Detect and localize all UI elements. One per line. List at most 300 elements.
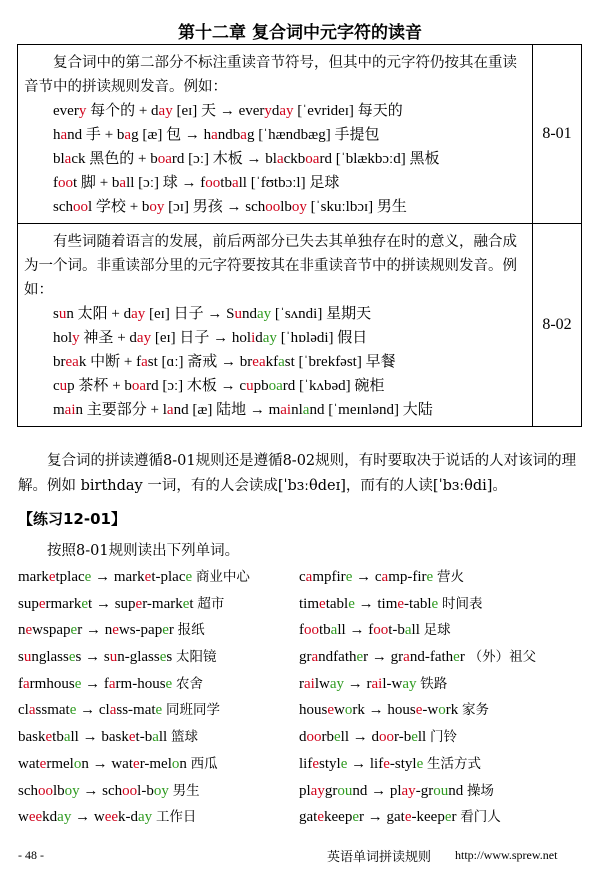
word-b: board bbox=[124, 378, 159, 394]
part-2: glasses bbox=[38, 649, 82, 666]
vowel-highlight: e bbox=[348, 595, 355, 612]
part-1: gate bbox=[386, 809, 412, 826]
word-b-ipa: [eɪ] bbox=[154, 330, 176, 346]
compound-word bbox=[299, 622, 346, 638]
part-2: place bbox=[59, 569, 92, 585]
word-b-meaning: 日子 bbox=[179, 330, 210, 346]
compound-word bbox=[18, 809, 71, 825]
split-word: school-boy bbox=[102, 782, 169, 799]
vowel-highlight: u bbox=[246, 378, 254, 394]
word-meaning: 时间表 bbox=[441, 595, 483, 612]
word-a-meaning: 每个的 bbox=[90, 103, 136, 119]
part-1: camp bbox=[299, 569, 332, 585]
word-item: weekday → week-day 工作日 bbox=[18, 809, 197, 826]
compound-word bbox=[18, 676, 81, 692]
rule-examples bbox=[24, 302, 526, 422]
vowel-highlight: e bbox=[319, 595, 326, 612]
part-1: sun bbox=[103, 649, 125, 666]
word-b: boy bbox=[141, 199, 165, 215]
word-item: newspaper → news-paper 报纸 bbox=[18, 622, 205, 639]
part-1: super bbox=[114, 595, 147, 612]
compound-ipa: [ˈevrideɪ] bbox=[297, 103, 354, 119]
compound-word bbox=[239, 103, 294, 119]
part-1: camp bbox=[374, 569, 408, 585]
word-b: land bbox=[162, 402, 189, 418]
word-b-ipa: [ɑː] bbox=[161, 354, 184, 370]
vowel-highlight: ou bbox=[337, 782, 353, 799]
vowel-highlight: ee bbox=[28, 809, 43, 826]
compound-word bbox=[18, 783, 80, 799]
part-1: school bbox=[102, 782, 142, 799]
vowel-highlight: oo bbox=[265, 199, 281, 215]
word-meaning: 铁路 bbox=[420, 675, 448, 692]
part-2: day bbox=[130, 809, 153, 826]
compound-ipa: [ˈfʊtbɔːl] bbox=[250, 175, 306, 191]
part-2: melon bbox=[149, 755, 187, 772]
word-meaning: 报纸 bbox=[177, 622, 205, 639]
split-word: news-paper bbox=[104, 622, 174, 639]
word-a-meaning: 太阳 bbox=[77, 306, 108, 322]
word-b-meaning: 天 bbox=[201, 103, 217, 119]
rule-row-8-02 bbox=[18, 224, 582, 427]
word-a: school bbox=[53, 199, 93, 215]
split-word: water-melon bbox=[111, 755, 187, 772]
split-word: market-place bbox=[113, 569, 193, 585]
part-2: way bbox=[391, 675, 417, 692]
compound-word bbox=[18, 702, 76, 718]
vowel-highlight: e bbox=[68, 649, 76, 666]
word-a: cup bbox=[53, 378, 75, 394]
compound-ipa: [ˈmeɪnlənd] bbox=[328, 402, 399, 418]
vowel-highlight: e bbox=[112, 622, 119, 639]
vowel-highlight: e bbox=[74, 675, 82, 692]
word-meaning: 超市 bbox=[197, 595, 225, 612]
compound-word bbox=[18, 756, 89, 772]
compound-word bbox=[299, 783, 367, 799]
word-b: day bbox=[129, 330, 152, 346]
part-1: sun bbox=[18, 649, 39, 666]
split-word: foot-ball bbox=[368, 622, 420, 639]
split-word: class-mate bbox=[98, 702, 163, 719]
part-1: black bbox=[265, 151, 298, 167]
compound-meaning: 星期天 bbox=[326, 306, 372, 322]
vowel-highlight: a bbox=[231, 175, 239, 191]
vowel-highlight: ea bbox=[252, 354, 266, 370]
compound-meaning: 假日 bbox=[337, 330, 368, 346]
part-1: time bbox=[377, 595, 405, 612]
compound-meaning: 黑板 bbox=[409, 151, 440, 167]
word-a-meaning: 茶杯 bbox=[78, 378, 109, 394]
split-word: time-table bbox=[377, 595, 439, 612]
word-a-meaning: 神圣 bbox=[83, 330, 114, 346]
part-1: house bbox=[299, 702, 335, 719]
split-word: camp-fire bbox=[374, 569, 434, 585]
word-b: fast bbox=[136, 354, 158, 370]
part-1: door bbox=[299, 729, 327, 746]
vowel-highlight: e bbox=[444, 809, 452, 826]
vowel-highlight: oy bbox=[291, 199, 307, 215]
word-a-meaning: 脚 bbox=[80, 175, 96, 191]
vowel-highlight: e bbox=[182, 595, 190, 612]
split-word: grand-father bbox=[390, 649, 465, 666]
part-2: ground bbox=[420, 782, 464, 799]
part-2: ground bbox=[324, 782, 368, 799]
word-a-meaning: 主要部分 bbox=[86, 402, 147, 418]
part-1: Sun bbox=[226, 306, 250, 322]
example-line: holy 神圣 + day [eɪ] 日子 → holiday [ˈhɒlədi] 假日 bbox=[53, 330, 368, 346]
part-1: market bbox=[113, 569, 156, 585]
rules-table bbox=[17, 44, 582, 427]
word-b-meaning: 斋戒 bbox=[187, 354, 218, 370]
compound-word bbox=[239, 378, 295, 394]
part-2: keeper bbox=[324, 809, 364, 826]
word-b: board bbox=[150, 151, 185, 167]
vowel-highlight: o bbox=[73, 755, 82, 772]
vowel-highlight: a bbox=[64, 151, 72, 167]
vowel-highlight: e bbox=[426, 569, 434, 585]
part-2: work bbox=[427, 702, 459, 719]
part-1: school bbox=[245, 199, 285, 215]
split-word: life-style bbox=[369, 755, 424, 772]
part-2: land bbox=[298, 402, 325, 418]
vowel-highlight: oo bbox=[304, 622, 319, 639]
part-2: table bbox=[409, 595, 439, 612]
part-1: farm bbox=[103, 675, 133, 692]
word-meaning: 家务 bbox=[461, 702, 489, 719]
example-line: school 学校 + boy [ɔɪ] 男孩 → schoolboy [ˈskuːlbɔɪ] 男生 bbox=[53, 199, 407, 215]
compound-word bbox=[299, 729, 349, 745]
part-2: place bbox=[160, 569, 193, 585]
vowel-highlight: e bbox=[397, 595, 405, 612]
vowel-highlight: a bbox=[404, 622, 412, 639]
part-2: glasses bbox=[129, 649, 173, 666]
word-item: timetable → time-table 时间表 bbox=[299, 595, 483, 612]
word-b-ipa: [eɪ] bbox=[176, 103, 198, 119]
compound-ipa: [ˈhændbæg] bbox=[258, 127, 331, 143]
word-b-meaning: 球 bbox=[162, 175, 178, 191]
example-line: cup 茶杯 + board [ɔː] 木板 → cupboard [ˈkʌbəd] 碗柜 bbox=[53, 378, 385, 394]
vowel-highlight: e bbox=[165, 675, 173, 692]
vowel-highlight: ai bbox=[304, 675, 315, 692]
part-2: paper bbox=[140, 622, 174, 639]
word-meaning: 工作日 bbox=[155, 809, 197, 826]
word-a: hand bbox=[53, 127, 83, 143]
word-a: sun bbox=[53, 306, 74, 322]
word-item: grandfather → grand-father （外）祖父 bbox=[299, 649, 537, 666]
vowel-highlight: a bbox=[302, 402, 310, 418]
split-word: play-ground bbox=[389, 782, 464, 799]
website-link[interactable]: http://www.sprew.net bbox=[455, 848, 558, 862]
compound-ipa: [ˈhɒlədi] bbox=[280, 330, 334, 346]
vowel-highlight: oo bbox=[38, 782, 53, 799]
vowel-highlight: e bbox=[135, 595, 143, 612]
compound-word bbox=[232, 330, 277, 346]
vowel-highlight: oo bbox=[73, 199, 88, 215]
word-list-left bbox=[18, 565, 250, 832]
word-b-meaning: 男孩 bbox=[192, 199, 223, 215]
split-word: basket-ball bbox=[101, 729, 168, 746]
part-2: table bbox=[325, 595, 355, 612]
rule-code: 8-02 bbox=[533, 224, 582, 427]
part-1: grand bbox=[299, 649, 334, 666]
part-2: fire bbox=[412, 569, 434, 585]
vowel-highlight: oo bbox=[373, 622, 389, 639]
part-2: work bbox=[334, 702, 365, 719]
word-b-ipa: [æ] bbox=[192, 402, 213, 418]
word-item: watermelon → water-melon 西瓜 bbox=[18, 755, 218, 772]
vowel-highlight: e bbox=[431, 595, 439, 612]
compound-word bbox=[265, 151, 332, 167]
vowel-highlight: a bbox=[311, 649, 319, 666]
vowel-highlight: e bbox=[317, 809, 324, 826]
vowel-highlight: e bbox=[404, 809, 412, 826]
vowel-highlight: oa bbox=[305, 151, 320, 167]
compound-word bbox=[299, 702, 365, 718]
vowel-highlight: y bbox=[72, 330, 80, 346]
word-b-ipa: [æ] bbox=[142, 127, 163, 143]
part-1: cup bbox=[239, 378, 262, 394]
word-a: main bbox=[53, 402, 83, 418]
word-b-ipa: [eɪ] bbox=[149, 306, 170, 322]
example-line: sun 太阳 + day [eɪ] 日子 → Sunday [ˈsʌndi] 星期天 bbox=[53, 306, 372, 322]
part-2: day bbox=[271, 103, 294, 119]
part-2: bell bbox=[403, 729, 427, 746]
word-item: housework → house-work 家务 bbox=[299, 702, 489, 719]
part-1: play bbox=[299, 782, 325, 799]
part-1: market bbox=[18, 569, 60, 585]
part-2: ball bbox=[323, 622, 346, 639]
split-word: farm-house bbox=[103, 675, 173, 692]
word-meaning: 门铃 bbox=[429, 729, 457, 746]
vowel-highlight: e bbox=[356, 649, 364, 666]
word-a-meaning: 学校 bbox=[95, 199, 126, 215]
compound-word bbox=[245, 199, 307, 215]
vowel-highlight: e bbox=[185, 569, 193, 585]
rule-code: 8-01 bbox=[533, 45, 582, 224]
vowel-highlight: a bbox=[109, 702, 117, 719]
split-word: sun-glasses bbox=[103, 649, 173, 666]
compound-meaning: 碗柜 bbox=[354, 378, 385, 394]
vowel-highlight: ee bbox=[104, 809, 119, 826]
part-1: week bbox=[18, 809, 50, 826]
word-list-right bbox=[299, 565, 536, 832]
vowel-highlight: a bbox=[124, 127, 132, 143]
part-2: ball bbox=[144, 729, 168, 746]
vowel-highlight: o bbox=[438, 702, 446, 719]
vowel-highlight: a bbox=[166, 402, 174, 418]
part-2: house bbox=[137, 675, 173, 692]
compound-word bbox=[299, 809, 364, 825]
vowel-highlight: ay bbox=[329, 675, 345, 692]
part-2: keeper bbox=[416, 809, 457, 826]
split-word: door-bell bbox=[371, 729, 427, 746]
vowel-highlight: e bbox=[416, 755, 424, 772]
part-2: melon bbox=[51, 755, 89, 772]
exercise-instruction: 按照8-01规则读出下列单词。 bbox=[47, 543, 240, 559]
part-1: hand bbox=[203, 127, 233, 143]
vowel-highlight: e bbox=[352, 809, 359, 826]
vowel-highlight: ai bbox=[280, 402, 292, 418]
vowel-highlight: e bbox=[133, 755, 140, 772]
part-2: day bbox=[249, 306, 272, 322]
word-b: bag bbox=[116, 127, 139, 143]
vowel-highlight: a bbox=[141, 354, 148, 370]
part-1: class bbox=[98, 702, 129, 719]
vowel-highlight: e bbox=[312, 755, 320, 772]
vowel-highlight: oo bbox=[122, 782, 138, 799]
note-paragraph: 复合词的拼读遵循8-01规则还是遵循8-02规则，有时要取决于说话的人对该词的理解。例如 birthday 一词，有的人会读成[ˈbɜːθdeɪ]，而有的人读[ˈbɜːθdi]。 bbox=[18, 453, 577, 494]
rule-intro: 复合词中的第二部分不标注重读音节符号，但其中的元字符仍按其在重读音节中的拼读规则发音。例如： bbox=[24, 55, 517, 95]
part-2: father bbox=[429, 649, 465, 666]
vowel-highlight: a bbox=[403, 649, 410, 666]
word-item: doorbell → door-bell 门铃 bbox=[299, 729, 457, 746]
vowel-highlight: y bbox=[264, 103, 272, 119]
word-item: campfire → camp-fire 营火 bbox=[299, 569, 464, 585]
part-1: foot bbox=[299, 622, 324, 639]
exercise-heading: 【练习12-01】 bbox=[18, 510, 126, 528]
word-b-ipa: [ɔː] bbox=[162, 378, 184, 394]
vowel-highlight: e bbox=[25, 622, 33, 639]
vowel-highlight: oo bbox=[306, 729, 322, 746]
example-line: main 主要部分 + land [æ] 陆地 → mainland [ˈmeɪnlənd] 大陆 bbox=[53, 402, 433, 418]
word-item: lifestyle → life-style 生活方式 bbox=[299, 755, 481, 772]
split-word: gate-keeper bbox=[386, 809, 457, 826]
word-b-meaning: 陆地 bbox=[216, 402, 247, 418]
word-b-ipa: [ɔː] bbox=[188, 151, 209, 167]
vowel-highlight: ay bbox=[262, 330, 277, 346]
vowel-highlight: ay bbox=[279, 103, 294, 119]
word-item: marketplace → market-place 商业中心 bbox=[18, 569, 250, 585]
compound-meaning: 每天的 bbox=[357, 103, 403, 119]
word-item: railway → rail-way 铁路 bbox=[299, 675, 448, 692]
vowel-highlight: e bbox=[334, 729, 341, 746]
part-2: style bbox=[394, 755, 424, 772]
part-2: day bbox=[255, 330, 277, 346]
part-2: house bbox=[46, 675, 82, 692]
vowel-highlight: e bbox=[38, 595, 46, 612]
compound-meaning: 足球 bbox=[309, 175, 340, 191]
word-b-ipa: [ɔɪ] bbox=[168, 199, 189, 215]
part-2: board bbox=[261, 378, 296, 394]
vowel-highlight: ay bbox=[158, 103, 173, 119]
word-meaning: 商业中心 bbox=[195, 569, 250, 585]
vowel-highlight: o bbox=[171, 755, 180, 772]
vowel-highlight: i bbox=[251, 330, 256, 346]
part-2: boy bbox=[57, 782, 80, 799]
rule-examples bbox=[24, 99, 526, 219]
vowel-highlight: ay bbox=[310, 782, 325, 799]
part-2: market bbox=[50, 595, 93, 612]
compound-meaning: 早餐 bbox=[365, 354, 396, 370]
word-b-meaning: 木板 bbox=[212, 151, 243, 167]
rule-intro: 有些词随着语言的发展，前后两部分已失去其单独存在时的意义，融合成为一个词。非重读部分里的元字符要按其在非重读音节中的拼读规则发音。例如： bbox=[24, 234, 517, 298]
vowel-highlight: e bbox=[345, 569, 353, 585]
word-meaning: 农舍 bbox=[175, 675, 203, 692]
vowel-highlight: e bbox=[128, 729, 136, 746]
compound-ipa: [ˈblækbɔːd] bbox=[335, 151, 406, 167]
vowel-highlight: ai bbox=[371, 675, 383, 692]
compound-word bbox=[18, 729, 79, 745]
part-1: life bbox=[299, 755, 320, 772]
part-1: life bbox=[369, 755, 390, 772]
part-2: ball bbox=[56, 729, 79, 746]
compound-word bbox=[18, 569, 91, 585]
part-1: main bbox=[268, 402, 299, 418]
compound-word bbox=[204, 127, 255, 143]
word-item: playground → play-ground 操场 bbox=[299, 782, 494, 799]
vowel-highlight: a bbox=[381, 569, 389, 585]
compound-word bbox=[200, 175, 247, 191]
part-2: bell bbox=[326, 729, 350, 746]
compound-word bbox=[18, 622, 82, 638]
word-meaning: 太阳镜 bbox=[175, 649, 217, 666]
word-item: gatekeeper → gate-keeper 看门人 bbox=[299, 809, 501, 826]
part-2: way bbox=[319, 675, 345, 692]
word-item: supermarket → super-market 超市 bbox=[18, 595, 225, 612]
part-2: boy bbox=[284, 199, 307, 215]
word-b: ball bbox=[111, 175, 135, 191]
vowel-highlight: ay bbox=[138, 809, 153, 826]
vowel-highlight: ou bbox=[433, 782, 449, 799]
part-2: board bbox=[297, 151, 332, 167]
word-item: classmate → class-mate 同班同学 bbox=[18, 702, 220, 719]
compound-meaning: 大陆 bbox=[402, 402, 433, 418]
word-meaning: （外）祖父 bbox=[468, 649, 537, 666]
part-1: water bbox=[18, 755, 52, 772]
part-1: news bbox=[18, 622, 49, 639]
compound-ipa: [ˈsʌndi] bbox=[274, 306, 323, 322]
vowel-highlight: ay bbox=[136, 330, 152, 346]
example-line: foot 脚 + ball [ɔː] 球 → football [ˈfʊtbɔːl] 足球 bbox=[53, 175, 340, 191]
part-1: grand bbox=[390, 649, 425, 666]
vowel-highlight: e bbox=[70, 622, 78, 639]
part-1: school bbox=[18, 782, 58, 799]
part-2: market bbox=[151, 595, 194, 612]
vowel-highlight: u bbox=[59, 378, 68, 394]
split-word: super-market bbox=[114, 595, 194, 612]
rule-row-8-01 bbox=[18, 45, 582, 224]
vowel-highlight: a bbox=[276, 151, 284, 167]
vowel-highlight: e bbox=[48, 569, 56, 585]
compound-word bbox=[299, 756, 347, 772]
word-b: day bbox=[151, 103, 173, 119]
vowel-highlight: ay bbox=[402, 675, 417, 692]
vowel-highlight: oa bbox=[157, 151, 172, 167]
part-1: water bbox=[111, 755, 145, 772]
word-meaning: 足球 bbox=[423, 622, 451, 639]
vowel-highlight: ai bbox=[64, 402, 76, 418]
word-item: basketball → basket-ball 篮球 bbox=[18, 729, 198, 746]
compound-word bbox=[18, 596, 92, 612]
vowel-highlight: y bbox=[78, 103, 87, 119]
book-title: 英语单词拼读规则 bbox=[327, 850, 432, 865]
vowel-highlight: a bbox=[63, 729, 71, 746]
word-item: football → foot-ball 足球 bbox=[299, 622, 451, 639]
word-a: holy bbox=[53, 330, 80, 346]
part-1: farm bbox=[18, 675, 47, 692]
vowel-highlight: a bbox=[60, 127, 68, 143]
compound-word bbox=[299, 676, 344, 692]
vowel-highlight: e bbox=[69, 702, 77, 719]
word-item: sunglasses → sun-glasses 太阳镜 bbox=[18, 649, 217, 666]
word-a: black bbox=[53, 151, 86, 167]
vowel-highlight: oo bbox=[205, 175, 221, 191]
part-1: gate bbox=[299, 809, 324, 826]
part-1: foot bbox=[368, 622, 393, 639]
vowel-highlight: a bbox=[23, 675, 30, 692]
vowel-highlight: ea bbox=[65, 354, 79, 370]
vowel-highlight: e bbox=[81, 595, 89, 612]
